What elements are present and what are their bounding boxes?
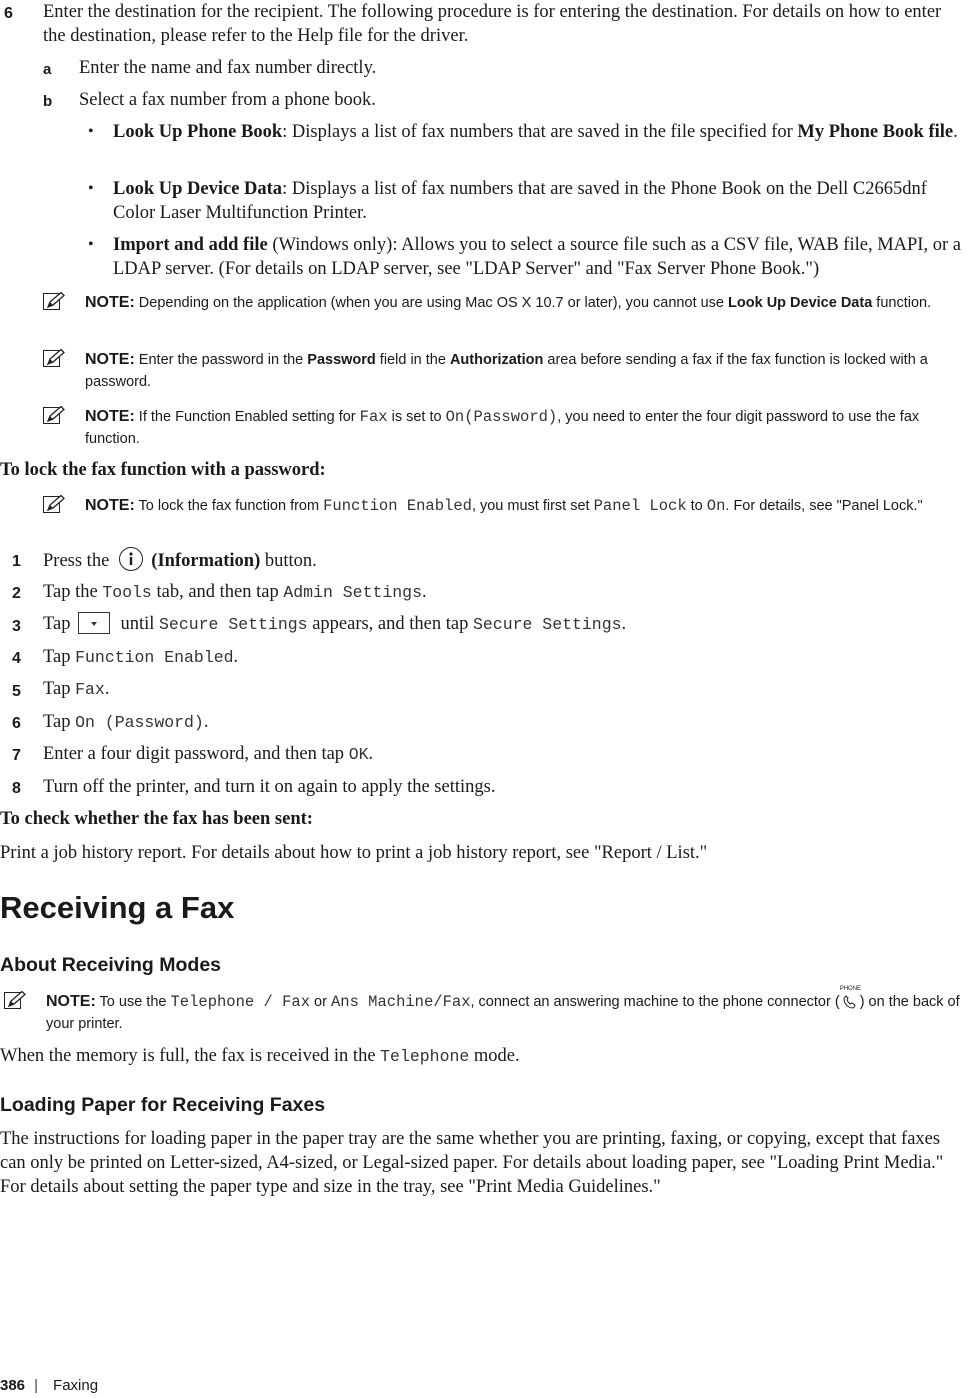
bullet-icon: • <box>88 236 94 253</box>
check-text: Print a job history report. For details about how to print a job history report, see "Report / List." <box>0 843 708 863</box>
step-text: . <box>233 647 239 667</box>
lock-step-1 <box>43 547 317 573</box>
note-4 <box>85 495 968 517</box>
loading-heading: Loading Paper for Receiving Faxes <box>0 1094 326 1116</box>
note-pencil-icon <box>4 991 32 1013</box>
lock-step-3 <box>43 612 626 637</box>
note-text: is set to <box>387 409 446 425</box>
step-text: Enter a four digit password, and then tap <box>43 744 349 764</box>
ui-value: OK <box>348 745 369 764</box>
note-pencil-icon <box>43 292 71 314</box>
footer-separator: | <box>34 1377 38 1394</box>
note-pencil-icon <box>43 495 71 517</box>
step-text: . <box>203 712 209 732</box>
step-number: 5 <box>12 683 21 700</box>
note-text: , you need to enter the four digit password to use the fax function. <box>85 409 920 447</box>
footer-section: Faxing <box>53 1377 99 1394</box>
check-heading: To check whether the fax has been sent: <box>0 809 313 829</box>
step-number: 7 <box>12 747 21 764</box>
note-label: NOTE: <box>46 993 96 1010</box>
step-number: 8 <box>12 780 21 797</box>
note-5 <box>46 986 968 1035</box>
lock-heading: To lock the fax function with a password: <box>0 460 326 480</box>
lock-step-4 <box>43 645 238 670</box>
note-text: ) on the back of your printer. <box>46 994 960 1032</box>
note-3 <box>85 406 965 450</box>
step-text: Press the <box>43 551 110 571</box>
ui-term: Authorization <box>449 352 544 368</box>
note-text: to <box>686 498 707 514</box>
sub-step-label: b <box>43 93 53 110</box>
note-2 <box>85 349 968 393</box>
page-number: 386 <box>0 1377 26 1394</box>
body-text: When the memory is full, the fax is received in the <box>0 1046 381 1066</box>
ui-value: Function Enabled <box>323 497 472 515</box>
step-text: appears, and then tap <box>307 614 473 634</box>
scroll-down-button-icon <box>78 612 110 634</box>
step-text: tab, and then tap <box>151 582 284 602</box>
step-number: 6 <box>12 715 21 732</box>
bullet-icon: • <box>88 123 94 140</box>
ui-value: On (Password) <box>75 713 204 732</box>
note-text: field in the <box>375 352 450 368</box>
step-text: Tap the <box>43 582 103 602</box>
ui-value: Ans Machine/Fax <box>330 993 471 1011</box>
note-label: NOTE: <box>85 294 135 311</box>
term: Import and add file <box>113 235 268 255</box>
ui-value: Secure Settings <box>159 615 308 634</box>
bullet-text: . <box>953 122 958 142</box>
note-1 <box>85 292 965 314</box>
step-text: . <box>368 744 374 764</box>
lock-step-6 <box>43 710 208 735</box>
note-text: To lock the fax function from <box>134 498 324 514</box>
step-number: 4 <box>12 650 21 667</box>
step-text: . <box>421 582 427 602</box>
lock-step-5 <box>43 677 109 702</box>
ui-value: Admin Settings <box>283 583 422 602</box>
phone-icon-label: PHONE <box>839 986 862 992</box>
ui-term: Password <box>307 352 376 368</box>
bullet-text: : Displays a list of fax numbers that are saved in the file specified for <box>282 122 798 142</box>
step-text: Tap <box>43 712 76 732</box>
ui-value: Panel Lock <box>593 497 687 515</box>
section-title: Receiving a Fax <box>0 890 235 925</box>
info-icon <box>119 547 143 571</box>
sub-step-b-text: Select a fax number from a phone book. <box>79 90 376 110</box>
ui-value: Telephone <box>380 1047 470 1066</box>
step-text: Tap <box>43 647 76 667</box>
ui-value: Tools <box>102 583 152 602</box>
ui-value: Secure Settings <box>472 615 622 634</box>
sub-step-a-text: Enter the name and fax number directly. <box>79 58 377 78</box>
page-footer <box>0 1374 98 1398</box>
step-number: 3 <box>12 618 21 635</box>
bullet-import-and-add-file <box>113 233 963 281</box>
phone-connector-icon <box>839 986 862 1010</box>
note-label: NOTE: <box>85 351 135 368</box>
note-pencil-icon <box>43 349 71 371</box>
step-number: 1 <box>12 553 21 570</box>
note-text: To use the <box>95 994 171 1010</box>
note-text: Depending on the application (when you are using Mac OS X 10.7 or later), you cannot use <box>134 295 729 311</box>
lock-step-2 <box>43 580 427 605</box>
note-text: function. <box>872 295 932 311</box>
note-text: , you must first set <box>471 498 594 514</box>
ui-value: Function Enabled <box>75 648 234 667</box>
ui-value: Telephone / Fax <box>170 993 311 1011</box>
ui-value: Fax <box>75 680 105 699</box>
step-6-text: Enter the destination for the recipient. The following procedure is for entering the destination. For details on how to enter the destination, please refer to the Help file for the driver. <box>43 2 942 46</box>
bullet-look-up-device-data <box>113 177 933 225</box>
term: Look Up Phone Book <box>113 122 283 142</box>
note-text: area before sending a fax if the fax function is locked with a password. <box>85 352 928 390</box>
note-text: If the Function Enabled setting for <box>134 409 360 425</box>
button-name: (Information) <box>151 551 261 571</box>
term: My Phone Book file <box>797 122 954 142</box>
step-text: button. <box>260 551 317 571</box>
memory-text <box>0 1044 520 1069</box>
ui-value: On <box>706 497 726 515</box>
ui-value: On(Password) <box>445 408 558 426</box>
body-text: mode. <box>469 1046 520 1066</box>
note-text: , connect an answering machine to the phone connector ( <box>470 994 840 1010</box>
step-text: until <box>120 614 160 634</box>
note-label: NOTE: <box>85 408 135 425</box>
bullet-icon: • <box>88 180 94 197</box>
modes-heading: About Receiving Modes <box>0 954 222 976</box>
ui-value: Fax <box>359 408 388 426</box>
ui-term: Look Up Device Data <box>728 295 873 311</box>
term: Look Up Device Data <box>113 179 283 199</box>
note-pencil-icon <box>43 406 71 428</box>
note-text: Enter the password in the <box>134 352 308 368</box>
step-text: Tap <box>43 679 76 699</box>
note-text: or <box>310 994 331 1010</box>
step-text: . <box>621 614 627 634</box>
bullet-text: (Windows only): Allows you to select a source file such as a CSV file, WAB file, MAPI, or a LDAP server. (For details on LDAP server, see "LDAP Server" and "Fax Server Phone Book.") <box>113 235 961 279</box>
note-text: . For details, see "Panel Lock." <box>725 498 923 514</box>
note-label: NOTE: <box>85 497 135 514</box>
lock-step-8: Turn off the printer, and turn it on again to apply the settings. <box>43 777 496 797</box>
bullet-look-up-phone-book <box>113 120 963 144</box>
loading-text: The instructions for loading paper in the paper tray are the same whether you are printing, faxing, or copying, except that faxes can only be printed on Letter-sized, A4-sized, or Legal-sized paper. For details about loading paper, see "Loading Print Media." For details about setting the paper type and size in the tray, see "Print Media Guidelines." <box>0 1129 944 1197</box>
bullet-text: : Displays a list of fax numbers that are saved in the Phone Book on the Dell C2665dnf Color Laser Multifunction Printer. <box>113 179 927 223</box>
step-number: 6 <box>4 5 13 22</box>
step-text: Tap <box>43 614 71 634</box>
step-text: . <box>104 679 110 699</box>
sub-step-label: a <box>43 61 52 78</box>
step-number: 2 <box>12 585 21 602</box>
lock-step-7 <box>43 742 373 767</box>
